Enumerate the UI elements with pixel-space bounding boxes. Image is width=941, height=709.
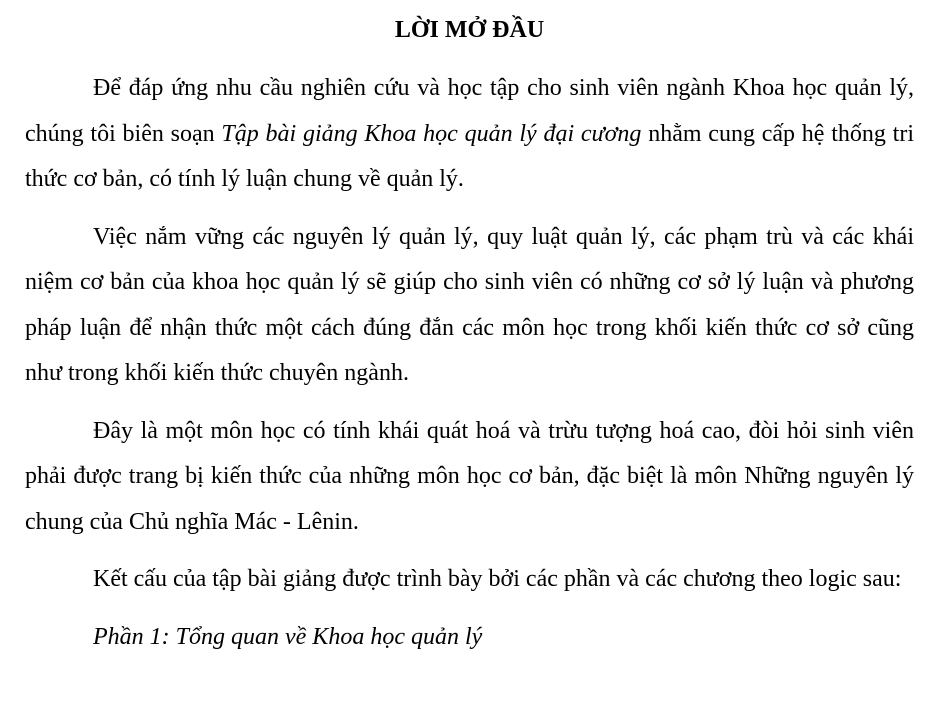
paragraph-structure: Kết cấu của tập bài giảng được trình bày bởi các phần và các chương theo logic sau: — [93, 566, 902, 592]
document-title: LỜI MỞ ĐẦU — [394, 17, 545, 43]
paragraph-intro-text-end: nhằm cung cấp hệ thống tri thức cơ bản, có tính lý luận chung về quản lý. — [25, 120, 914, 192]
paragraph-subject: Đây là một môn học có tính khái quát hoá và trừu tượng hoá cao, đòi hỏi sinh viên phải được trang bị kiến thức của những môn học cơ bản, đặc biệt là môn Những nguyên lý chung của Chủ nghĩa Mác - Lênin. — [25, 417, 914, 535]
paragraph-intro — [25, 66, 914, 203]
book-title: Tập bài giảng Khoa học quản lý đại cương — [221, 120, 642, 147]
part-heading: Phần 1: Tổng quan về Khoa học quản lý — [93, 623, 483, 650]
paragraph-intro-text-start: Để đáp ứng nhu cầu nghiên cứu và học tập cho sinh viên ngành Khoa học quản lý, chúng tôi biên soạn — [25, 75, 914, 147]
document-page — [25, 12, 914, 660]
paragraph-principles: Việc nắm vững các nguyên lý quản lý, quy luật quản lý, các phạm trù và các khái niệm cơ bản của khoa học quản lý sẽ giúp cho sinh viên có những cơ sở lý luận và phương pháp luận để nhận thức một cách đúng đắn các môn học trong khối kiến thức cơ sở cũng như trong khối kiến thức chuyên ngành. — [25, 223, 914, 386]
